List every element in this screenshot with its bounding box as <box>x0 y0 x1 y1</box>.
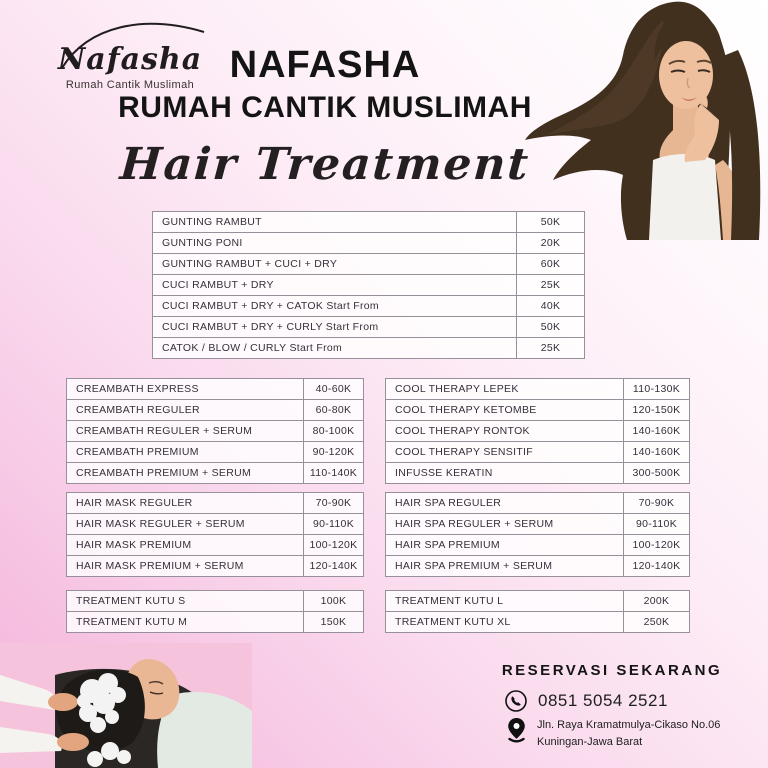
service-price: 100K <box>303 591 363 611</box>
price-row <box>385 590 690 612</box>
location-pin-icon <box>506 717 527 743</box>
service-name: CREAMBATH REGULER + SERUM <box>76 425 253 437</box>
service-name: CREAMBATH REGULER <box>76 404 200 416</box>
price-row <box>66 462 364 484</box>
price-row <box>152 337 585 359</box>
page-header <box>110 44 540 190</box>
price-row <box>385 420 690 442</box>
service-price: 25K <box>516 275 584 295</box>
service-price: 40K <box>516 296 584 316</box>
price-row <box>66 420 364 442</box>
service-price: 60-80K <box>303 400 363 420</box>
service-name: TREATMENT KUTU S <box>76 595 186 607</box>
service-price: 250K <box>623 612 689 632</box>
service-name: HAIR SPA REGULER + SERUM <box>395 518 554 530</box>
service-name: COOL THERAPY RONTOK <box>395 425 530 437</box>
page-subtitle: RUMAH CANTIK MUSLIMAH <box>118 91 532 124</box>
service-name: HAIR MASK PREMIUM + SERUM <box>76 560 244 572</box>
service-price: 140-160K <box>623 421 689 441</box>
service-name: TREATMENT KUTU XL <box>395 616 511 628</box>
price-row <box>66 492 364 514</box>
price-row <box>152 232 585 254</box>
address-row <box>506 717 732 751</box>
service-name: COOL THERAPY LEPEK <box>395 383 519 395</box>
price-row <box>385 513 690 535</box>
service-name: INFUSSE KERATIN <box>395 467 493 479</box>
price-row <box>152 316 585 338</box>
phone-row <box>504 689 732 713</box>
reservation-title: RESERVASI SEKARANG <box>501 662 723 679</box>
service-price: 110-140K <box>303 463 363 483</box>
price-row <box>66 611 364 633</box>
service-name: CUCI RAMBUT + DRY + CATOK Start From <box>162 300 379 312</box>
service-name: COOL THERAPY SENSITIF <box>395 446 533 458</box>
price-row <box>152 274 585 296</box>
service-price: 120-150K <box>623 400 689 420</box>
price-row <box>385 492 690 514</box>
service-price: 120-140K <box>303 556 363 576</box>
service-price: 50K <box>516 212 584 232</box>
service-name: HAIR SPA REGULER <box>395 497 502 509</box>
service-price: 90-110K <box>623 514 689 534</box>
hair-washing-photo <box>0 643 252 768</box>
service-price: 300-500K <box>623 463 689 483</box>
creambath-price-table <box>66 378 364 484</box>
treatment-kutu-lxl-price-table <box>385 590 690 633</box>
service-name: CREAMBATH PREMIUM <box>76 446 199 458</box>
price-row <box>66 441 364 463</box>
price-row <box>385 534 690 556</box>
service-price: 70-90K <box>623 493 689 513</box>
service-price: 25K <box>516 338 584 358</box>
price-row <box>385 441 690 463</box>
price-row <box>385 462 690 484</box>
price-row <box>66 513 364 535</box>
service-price: 90-110K <box>303 514 363 534</box>
page-title: NAFASHA <box>229 44 421 86</box>
price-row <box>385 611 690 633</box>
service-name: CATOK / BLOW / CURLY Start From <box>162 342 343 354</box>
price-row <box>152 211 585 233</box>
service-price: 110-130K <box>623 379 689 399</box>
phone-icon <box>504 689 528 713</box>
service-name: HAIR SPA PREMIUM <box>395 539 500 551</box>
service-price: 150K <box>303 612 363 632</box>
price-row <box>66 399 364 421</box>
address-line1: Jln. Raya Kramatmulya-Cikaso No.06 <box>537 719 721 731</box>
service-name: CREAMBATH PREMIUM + SERUM <box>76 467 252 479</box>
service-name: HAIR MASK REGULER + SERUM <box>76 518 245 530</box>
service-name: HAIR MASK PREMIUM <box>76 539 192 551</box>
service-price: 80-100K <box>303 421 363 441</box>
price-row <box>66 590 364 612</box>
service-name: CREAMBATH EXPRESS <box>76 383 199 395</box>
service-price: 90-120K <box>303 442 363 462</box>
service-price: 70-90K <box>303 493 363 513</box>
price-row <box>152 253 585 275</box>
phone-number: 0851 5054 2521 <box>538 691 668 710</box>
price-row <box>66 534 364 556</box>
service-price: 20K <box>516 233 584 253</box>
service-price: 140-160K <box>623 442 689 462</box>
service-name: HAIR MASK REGULER <box>76 497 193 509</box>
price-row <box>66 378 364 400</box>
service-price: 50K <box>516 317 584 337</box>
service-name: GUNTING PONI <box>162 237 243 249</box>
address-line2: Kuningan-Jawa Barat <box>537 736 643 749</box>
service-name: HAIR SPA PREMIUM + SERUM <box>395 560 553 572</box>
logo-tagline: Rumah Cantik Muslimah <box>65 79 195 91</box>
treatment-kutu-sm-price-table <box>66 590 364 633</box>
price-row <box>66 555 364 577</box>
service-name: GUNTING RAMBUT <box>162 216 262 228</box>
woman-long-hair-photo <box>523 0 768 240</box>
service-name: TREATMENT KUTU M <box>76 616 188 628</box>
price-row <box>385 399 690 421</box>
reservation-block <box>492 662 732 751</box>
service-name: CUCI RAMBUT + DRY <box>162 279 274 291</box>
main-price-table <box>152 211 585 359</box>
service-name: CUCI RAMBUT + DRY + CURLY Start From <box>162 321 379 333</box>
service-name: COOL THERAPY KETOMBE <box>395 404 537 416</box>
service-name: TREATMENT KUTU L <box>395 595 504 607</box>
service-name: GUNTING RAMBUT + CUCI + DRY <box>162 258 338 270</box>
service-price: 60K <box>516 254 584 274</box>
service-price: 120-140K <box>623 556 689 576</box>
service-price: 100-120K <box>623 535 689 555</box>
cool-therapy-price-table <box>385 378 690 484</box>
hair-mask-price-table <box>66 492 364 577</box>
service-price: 200K <box>623 591 689 611</box>
logo-name: Nafasha <box>57 42 203 77</box>
price-row <box>385 555 690 577</box>
service-price: 100-120K <box>303 535 363 555</box>
section-script-title: Hair Treatment <box>118 139 532 190</box>
address-text <box>537 717 720 751</box>
price-row <box>385 378 690 400</box>
service-price: 40-60K <box>303 379 363 399</box>
price-row <box>152 295 585 317</box>
hair-spa-price-table <box>385 492 690 577</box>
